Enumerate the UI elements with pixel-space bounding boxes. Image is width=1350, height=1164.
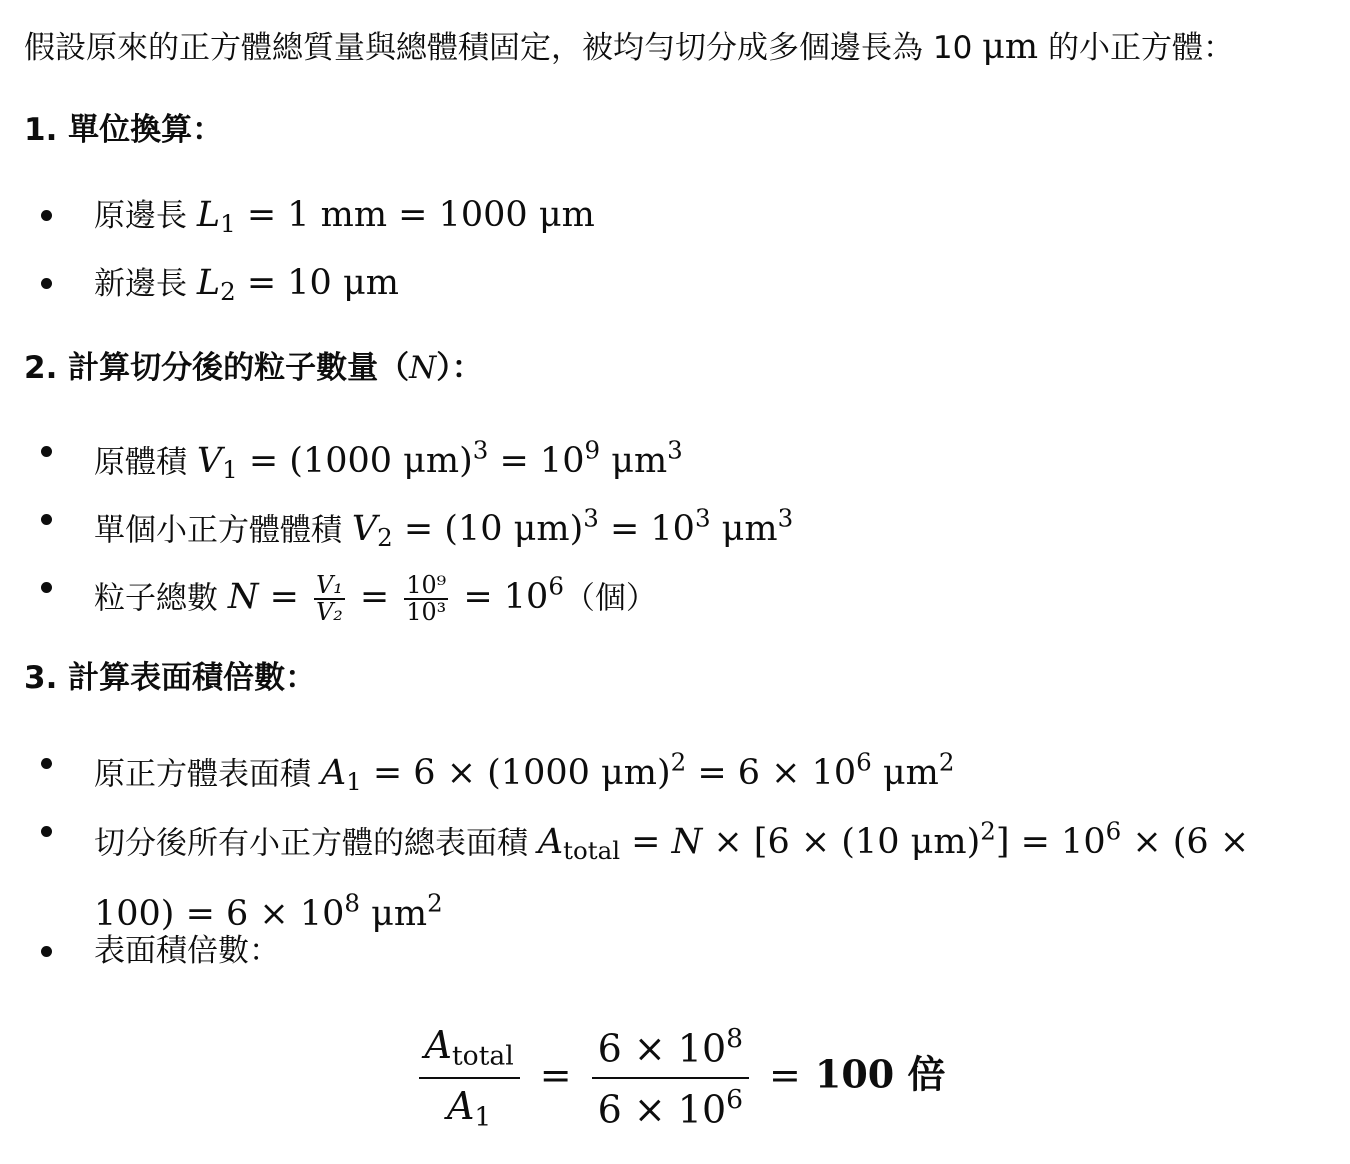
list-item [24, 738, 1329, 808]
fraction-numerator: 6 × 10 [597, 1026, 727, 1071]
intro-text: 假設原來的正方體總質量與總體積固定，被均勻切分成多個邊長為 10 [24, 30, 983, 66]
math-sup: 3 [777, 504, 794, 533]
math-var: A [446, 1084, 475, 1129]
display-equation [24, 1022, 1334, 1134]
math-sup: 2 [980, 817, 996, 846]
math-sup: 6 [726, 1084, 744, 1116]
fraction-powers [404, 570, 448, 626]
math-sup: 2 [427, 888, 443, 918]
math-sup: 9 [584, 436, 601, 465]
math-sup: 8 [344, 888, 361, 918]
list-item [24, 426, 1329, 496]
bullet-dot [41, 946, 52, 957]
math-rest: = 6 × (1000 μm) [361, 753, 671, 794]
math-sup: 8 [726, 1023, 744, 1054]
equals-sign: = [769, 1052, 801, 1097]
intro-unit: μm [982, 27, 1039, 67]
item-label: 粒子總數 [94, 580, 228, 617]
fraction-denominator: V₂ [316, 597, 343, 626]
math-rest: × (6 × 100) = 6 × 10 [94, 822, 1250, 935]
list-item [24, 806, 1329, 941]
math-rest: = 6 × 10 [686, 753, 857, 794]
math-sub: total [452, 1040, 514, 1072]
math-rest: = (1000 μm) [237, 441, 473, 482]
bullet-dot [41, 278, 52, 289]
math-sub: 1 [474, 1101, 492, 1133]
list-item [24, 258, 1329, 317]
intro-paragraph [24, 24, 1234, 71]
math-sup: 3 [694, 504, 711, 533]
fraction-denominator: 10³ [406, 597, 447, 626]
math-var: N [671, 822, 703, 863]
math-sub: total [563, 836, 621, 866]
list-item [24, 494, 1329, 564]
equals-sign: = [539, 1052, 572, 1097]
fraction-area-values [592, 1022, 749, 1134]
math-rest: μm [871, 753, 939, 794]
math-result: 10 [503, 577, 549, 618]
math-rest: = [620, 822, 672, 863]
math-var: V [351, 509, 378, 550]
math-var: V [196, 441, 223, 482]
math-var: A [424, 1023, 452, 1068]
math-sup: 3 [667, 436, 683, 465]
math-rest: = 10 [598, 509, 695, 550]
item-label: 單個小正方體體積 [94, 512, 352, 549]
list-item [24, 926, 1329, 976]
intro-tail: 的小正方體： [1038, 30, 1234, 66]
list-item: 粒子總數 N = $\frac{\text{V₁}}{\text{V₂}}$ = $\frac{\text{10⁹}}{\text{10³}}$ = $10^6$（個） [24, 562, 1329, 625]
math-sub: 1 [220, 209, 236, 239]
item-label: 新邊長 [94, 266, 197, 302]
item-label: 原體積 [94, 444, 197, 481]
math-sup: 6 [548, 572, 564, 601]
fraction-denominator: 6 × 10 [597, 1087, 727, 1132]
math-sup: 6 [856, 748, 872, 777]
math-rest: = 10 μm [235, 263, 399, 303]
fraction-area-ratio [419, 1022, 520, 1134]
item-label: 切分後所有小正方體的總表面積 [94, 825, 538, 862]
math-sup: 6 [1105, 817, 1122, 846]
item-label: 原正方體表面積 [94, 756, 321, 793]
bullet-dot [41, 514, 52, 525]
math-rest: = (10 μm) [392, 509, 584, 550]
math-sub: 2 [220, 277, 236, 307]
bullet-dot [41, 826, 52, 837]
math-rest: μm [710, 509, 778, 550]
math-var: N [227, 577, 259, 618]
item-label: 表面積倍數： [94, 933, 280, 969]
math-sup: 3 [583, 504, 599, 533]
bullet-dot [41, 758, 52, 769]
section-3-heading: 3. 計算表面積倍數： [24, 660, 317, 696]
math-sup: 2 [670, 748, 687, 777]
math-sub: 2 [377, 523, 393, 553]
bullet-dot [41, 210, 52, 221]
math-rest: × [6 × (10 μm) [702, 822, 981, 863]
fraction-numerator: 10⁹ [406, 570, 447, 599]
item-label: 原邊長 [94, 198, 197, 234]
math-var: A [320, 753, 347, 794]
heading-var: N [409, 350, 437, 386]
math-rest: μm [360, 894, 428, 935]
math-rest: μm [600, 441, 668, 482]
section-2-heading [24, 346, 483, 390]
math-sup: 2 [938, 748, 955, 777]
heading-text: 2. 計算切分後的粒子數量（ [24, 350, 410, 386]
bullet-dot [41, 582, 52, 593]
math-sup: 3 [472, 436, 489, 465]
math-var: L [196, 195, 221, 235]
math-rest: = 1 mm = 1000 μm [235, 195, 595, 235]
math-rest: ] = 10 [995, 822, 1106, 863]
item-suffix: （個） [563, 580, 657, 617]
math-sub: 1 [346, 767, 362, 797]
list-item [24, 190, 1329, 249]
section-1-heading: 1. 單位換算： [24, 112, 224, 148]
math-sub: 1 [222, 455, 238, 485]
final-result: 100 倍 [814, 1051, 946, 1097]
bullet-dot [41, 446, 52, 457]
math-var: L [196, 263, 221, 303]
heading-text-end: ）： [436, 350, 483, 386]
math-var: A [537, 822, 564, 863]
fraction-numerator: V₁ [316, 570, 343, 599]
math-rest: = 10 [488, 441, 585, 482]
fraction-v1-v2 [314, 570, 345, 626]
